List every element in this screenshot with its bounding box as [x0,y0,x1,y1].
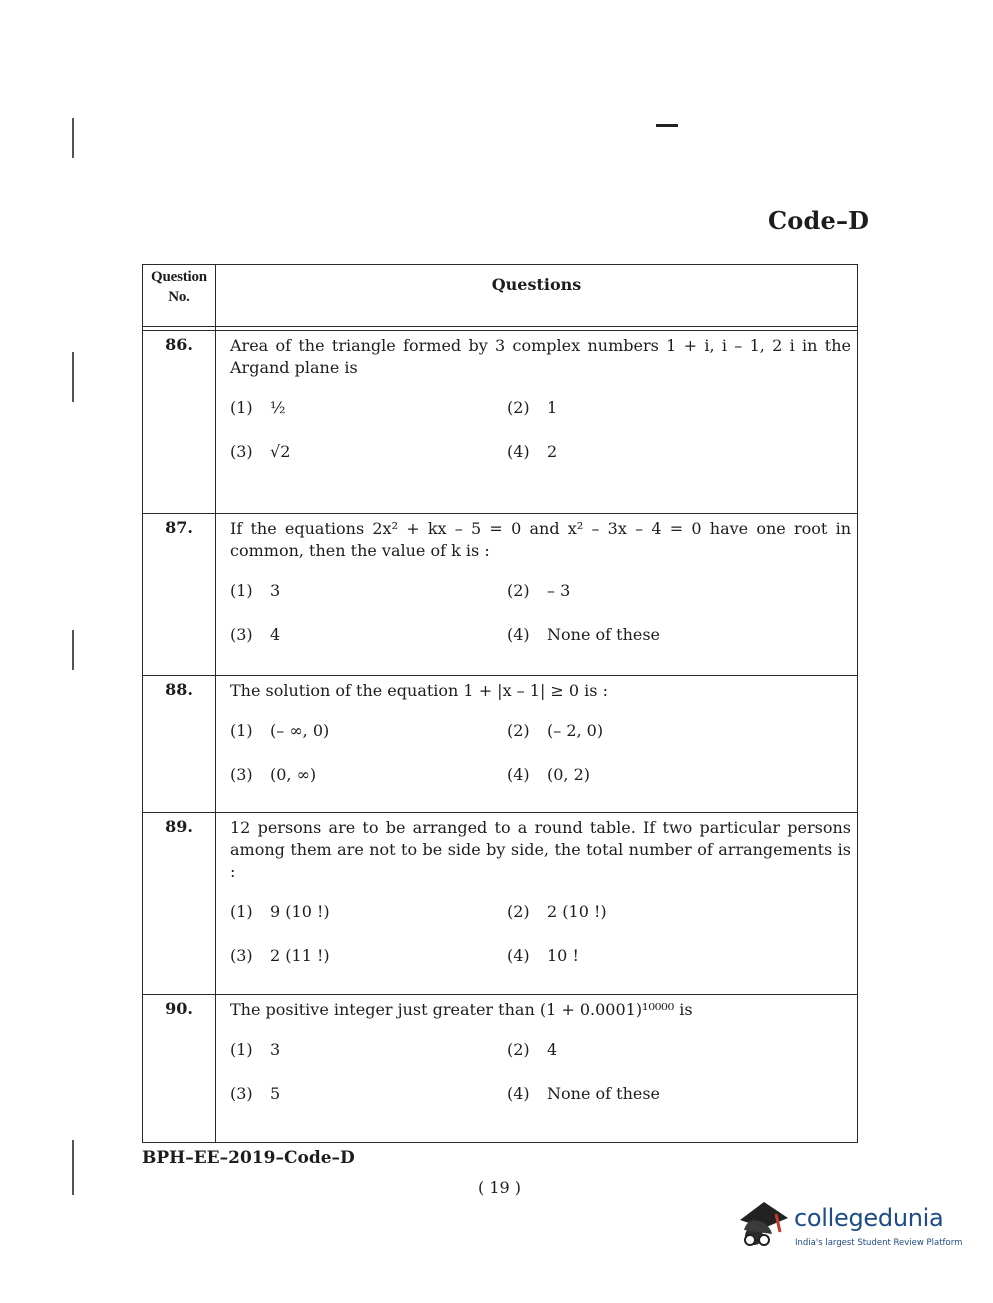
question-row [143,331,858,514]
question-body [216,676,858,813]
option-text: 1 [547,398,558,417]
option-number: (4) [507,1084,530,1103]
options-grid [230,576,851,650]
option-number: (3) [230,1084,253,1103]
option-text: √2 [270,442,291,461]
table-header-row [143,265,858,327]
footer-paper-code: BPH–EE–2019–Code–D [142,1148,355,1168]
brand-name: collegedunia [794,1204,944,1232]
answer-option [507,897,851,927]
answer-option [230,897,507,927]
option-text: 3 [270,581,281,600]
option-number: (3) [230,946,253,965]
answer-option [507,1035,851,1065]
option-text: 9 (10 !) [270,902,330,921]
option-number: (1) [230,902,253,921]
option-text: None of these [547,625,661,644]
answer-option [507,576,851,606]
answer-option [507,1079,851,1109]
collegedunia-watermark [736,1196,966,1260]
question-number: 86. [143,331,216,514]
option-text: (0, 2) [547,765,591,784]
scan-margin-mark [72,1140,74,1195]
question-number: 87. [143,514,216,676]
question-number: 89. [143,813,216,995]
answer-option [507,716,851,746]
answer-option [507,941,851,971]
option-number: (4) [507,625,530,644]
question-row [143,995,858,1143]
answer-option [230,1035,507,1065]
option-text: 5 [270,1084,281,1103]
column-header-question-no [143,265,216,327]
options-grid [230,716,851,790]
option-text: 10 ! [547,946,579,965]
question-text: Area of the triangle formed by 3 complex numbers 1 + i, i – 1, 2 i in the Argand plane is [230,336,851,377]
option-number: (1) [230,1040,253,1059]
option-text: 4 [547,1040,558,1059]
option-number: (1) [230,721,253,740]
question-text: The positive integer just greater than (1 + 0.0001)¹⁰⁰⁰⁰ is [230,1000,693,1019]
option-text: 4 [270,625,281,644]
answer-option [507,760,851,790]
option-text: ½ [270,398,286,417]
question-row [143,676,858,813]
option-text: 3 [270,1040,281,1059]
options-grid [230,393,851,467]
mascot-icon [736,1196,792,1258]
question-row [143,514,858,676]
option-number: (2) [507,398,530,417]
scan-dash-mark [656,124,678,127]
option-text: (0, ∞) [270,765,317,784]
scan-margin-mark [72,630,74,670]
question-row [143,813,858,995]
question-body [216,514,858,676]
answer-option [230,393,507,423]
option-number: (4) [507,765,530,784]
scan-margin-mark [72,118,74,158]
answer-option [230,941,507,971]
option-number: (2) [507,581,530,600]
question-body [216,995,858,1143]
option-number: (3) [230,442,253,461]
question-body [216,813,858,995]
column-header-question-no-label: Question No. [151,269,207,305]
answer-option [507,620,851,650]
option-text: 2 (10 !) [547,902,607,921]
answer-option [230,716,507,746]
scan-margin-mark [72,352,74,402]
option-number: (4) [507,946,530,965]
question-text: If the equations 2x² + kx – 5 = 0 and x² – 3x – 4 = 0 have one root in common, then the value of k is : [230,519,851,560]
option-number: (3) [230,625,253,644]
option-number: (2) [507,721,530,740]
option-text: (– 2, 0) [547,721,604,740]
answer-option [230,437,507,467]
question-table [142,264,858,1143]
answer-option [230,620,507,650]
answer-option [230,1079,507,1109]
page-number: ( 19 ) [478,1178,522,1197]
question-body [216,331,858,514]
question-number: 90. [143,995,216,1143]
answer-option [507,393,851,423]
answer-option [230,576,507,606]
option-text: None of these [547,1084,661,1103]
question-text: The solution of the equation 1 + |x – 1| ≥ 0 is : [230,681,608,700]
option-number: (1) [230,581,253,600]
brand-tagline: India's largest Student Review Platform [795,1238,963,1248]
options-grid [230,897,851,971]
paper-code-label: Code–D [768,206,870,235]
options-grid [230,1035,851,1109]
question-number: 88. [143,676,216,813]
option-number: (2) [507,902,530,921]
option-number: (2) [507,1040,530,1059]
answer-option [507,437,851,467]
option-number: (3) [230,765,253,784]
answer-option [230,760,507,790]
option-text: (– ∞, 0) [270,721,330,740]
column-header-questions: Questions [216,265,858,327]
option-text: 2 (11 !) [270,946,330,965]
question-text: 12 persons are to be arranged to a round table. If two particular persons among them are not to be side by side, the total number of arrangements is : [230,818,851,881]
option-text: – 3 [547,581,571,600]
option-text: 2 [547,442,558,461]
option-number: (1) [230,398,253,417]
option-number: (4) [507,442,530,461]
